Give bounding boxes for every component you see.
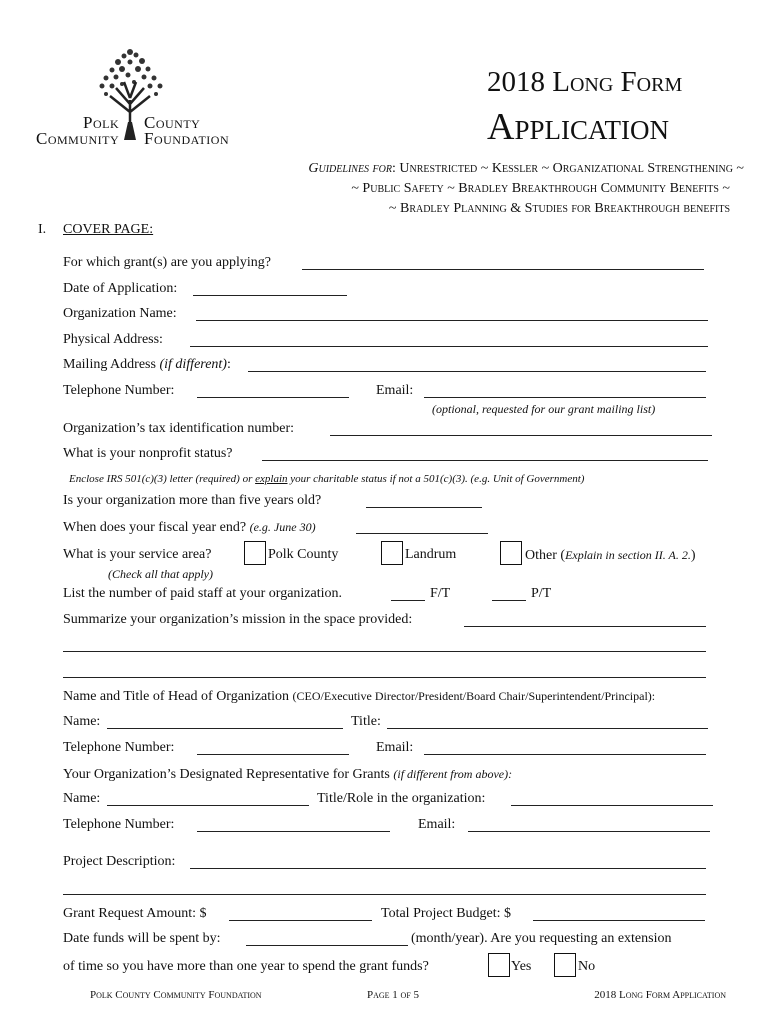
mailing-colon: :: [226, 357, 231, 372]
head-title-note: (CEO/Executive Director/President/Board Chair/Superintendent/Principal):: [292, 689, 656, 703]
head-email-field[interactable]: [424, 754, 706, 755]
rep-telephone-field[interactable]: [197, 831, 390, 832]
rep-email-label: Email:: [418, 817, 456, 832]
head-name-field[interactable]: [107, 728, 343, 729]
month-year-label: (month/year). Are you requesting an extension: [411, 931, 672, 946]
head-title-text: Name and Title of Head of Organization: [63, 689, 293, 704]
email-note: (optional, requested for our grant mailing list): [432, 402, 656, 416]
guidelines-line1: [308, 161, 744, 177]
five-years-label: Is your organization more than five years old?: [63, 493, 322, 508]
fiscal-label: [63, 519, 316, 536]
email-label: Email:: [376, 383, 414, 398]
nonprofit-field[interactable]: [262, 460, 708, 461]
extension-label: of time so you have more than one year to spend the grant funds?: [63, 959, 429, 974]
staff-label: List the number of paid staff at your organization.: [63, 586, 343, 601]
option-other-label: [525, 547, 696, 564]
funds-spent-label: Date funds will be spent by:: [63, 931, 221, 946]
yes-label: Yes: [511, 959, 532, 974]
mailing-note: (if different): [159, 357, 227, 372]
checkbox-landrum[interactable]: [381, 541, 403, 565]
org-name-field[interactable]: [196, 320, 708, 321]
option-other-note-b: Explain in section II. A. 2.: [565, 548, 691, 562]
no-label: No: [578, 959, 596, 974]
funds-spent-field[interactable]: [246, 945, 408, 946]
head-telephone-field[interactable]: [197, 754, 349, 755]
designated-text: Your Organization’s Designated Representative for Grants: [63, 767, 394, 782]
rep-name-label: Name:: [63, 791, 101, 806]
head-title-label: [63, 688, 655, 705]
mailing-address-label: [63, 357, 231, 373]
rep-email-field[interactable]: [468, 831, 710, 832]
five-years-field[interactable]: [366, 507, 482, 508]
total-budget-label: Total Project Budget: $: [381, 906, 512, 921]
check-all-note: [108, 566, 213, 582]
org-name-label: Organization Name:: [63, 306, 177, 321]
title-line2: Application: [487, 106, 669, 148]
tax-id-field[interactable]: [330, 435, 712, 436]
tax-id-label: Organization’s tax identification number:: [63, 421, 295, 436]
physical-address-label: Physical Address:: [63, 332, 163, 347]
irs-note-b: your charitable status if not a 501(c)(3). (e.g. Unit of Government): [287, 473, 585, 485]
grant-request-field[interactable]: [229, 920, 372, 921]
ft-label: F/T: [430, 586, 451, 601]
logo-polk: Polk: [83, 113, 120, 132]
fiscal-note: (e.g. June 30): [249, 520, 316, 534]
irs-note: [69, 471, 584, 487]
check-all-text: (Check all that apply): [108, 567, 213, 581]
title-line1: 2018 Long Form: [487, 66, 683, 98]
head-telephone-label: Telephone Number:: [63, 740, 175, 755]
logo-community: Community: [36, 129, 120, 148]
designated-label: [63, 766, 512, 783]
rep-title-role-label: Title/Role in the organization:: [317, 791, 486, 806]
guidelines-line2: ~ Public Safety ~ Bradley Breakthrough Community Benefits ~: [351, 181, 730, 196]
email-field[interactable]: [424, 397, 706, 398]
footer-left: Polk County Community Foundation: [90, 989, 262, 1001]
fiscal-field[interactable]: [356, 533, 488, 534]
mission-field-3[interactable]: [63, 677, 706, 678]
service-area-label: What is your service area?: [63, 547, 212, 562]
option-landrum-label: Landrum: [405, 547, 457, 562]
section-title: COVER PAGE:: [63, 222, 154, 237]
mission-label: Summarize your organization’s mission in the space provided:: [63, 612, 413, 627]
nonprofit-label: What is your nonprofit status?: [63, 446, 233, 461]
logo-foundation: Foundation: [144, 129, 230, 148]
checkbox-other[interactable]: [500, 541, 522, 565]
total-budget-field[interactable]: [533, 920, 705, 921]
grant-request-label: Grant Request Amount: $: [63, 906, 207, 921]
checkbox-yes[interactable]: [488, 953, 510, 977]
head-title-field[interactable]: [387, 728, 708, 729]
mission-field-1[interactable]: [464, 626, 706, 627]
section-number: I.: [38, 222, 47, 237]
head-title-field-label: Title:: [351, 714, 381, 729]
rep-name-field[interactable]: [107, 805, 309, 806]
irs-note-explain: explain: [255, 473, 288, 485]
project-desc-field-2[interactable]: [63, 894, 706, 895]
checkbox-no[interactable]: [554, 953, 576, 977]
head-email-label: Email:: [376, 740, 414, 755]
date-label: Date of Application:: [63, 281, 178, 296]
irs-note-a: Enclose IRS 501(c)(3) letter (required) or: [69, 473, 256, 485]
designated-note: (if different from above):: [393, 767, 513, 781]
pt-field[interactable]: [492, 600, 526, 601]
fiscal-text: When does your fiscal year end?: [63, 520, 250, 535]
rep-telephone-label: Telephone Number:: [63, 817, 175, 832]
option-polk-label: Polk County: [268, 547, 339, 562]
date-field[interactable]: [193, 295, 347, 296]
ft-field[interactable]: [391, 600, 425, 601]
guidelines-line3: ~ Bradley Planning & Studies for Breakthrough benefits: [388, 201, 730, 216]
head-name-label: Name:: [63, 714, 101, 729]
option-other-text: Other: [525, 548, 561, 563]
logo-county: County: [144, 113, 201, 132]
telephone-field[interactable]: [197, 397, 349, 398]
grants-label: For which grant(s) are you applying?: [63, 255, 271, 270]
pt-label: P/T: [531, 586, 552, 601]
mailing-address-field[interactable]: [248, 371, 706, 372]
grants-field[interactable]: [302, 269, 704, 270]
checkbox-polk[interactable]: [244, 541, 266, 565]
logo: [36, 40, 236, 150]
footer-center: Page 1 of 5: [367, 989, 420, 1001]
mission-field-2[interactable]: [63, 651, 706, 652]
guidelines-text1: : Unrestricted ~ Kessler ~ Organizational Strengthening ~: [392, 161, 744, 176]
footer-right: 2018 Long Form Application: [594, 989, 726, 1001]
option-other-note-a: (: [560, 548, 566, 563]
rep-title-role-field[interactable]: [511, 805, 713, 806]
telephone-label: Telephone Number:: [63, 383, 175, 398]
project-desc-field-1[interactable]: [190, 868, 706, 869]
project-desc-label: Project Description:: [63, 854, 176, 869]
mailing-text: Mailing Address: [63, 357, 160, 372]
option-other-note-c: ): [690, 548, 696, 563]
physical-address-field[interactable]: [190, 346, 708, 347]
guidelines-prefix: Guidelines for: [308, 161, 392, 176]
